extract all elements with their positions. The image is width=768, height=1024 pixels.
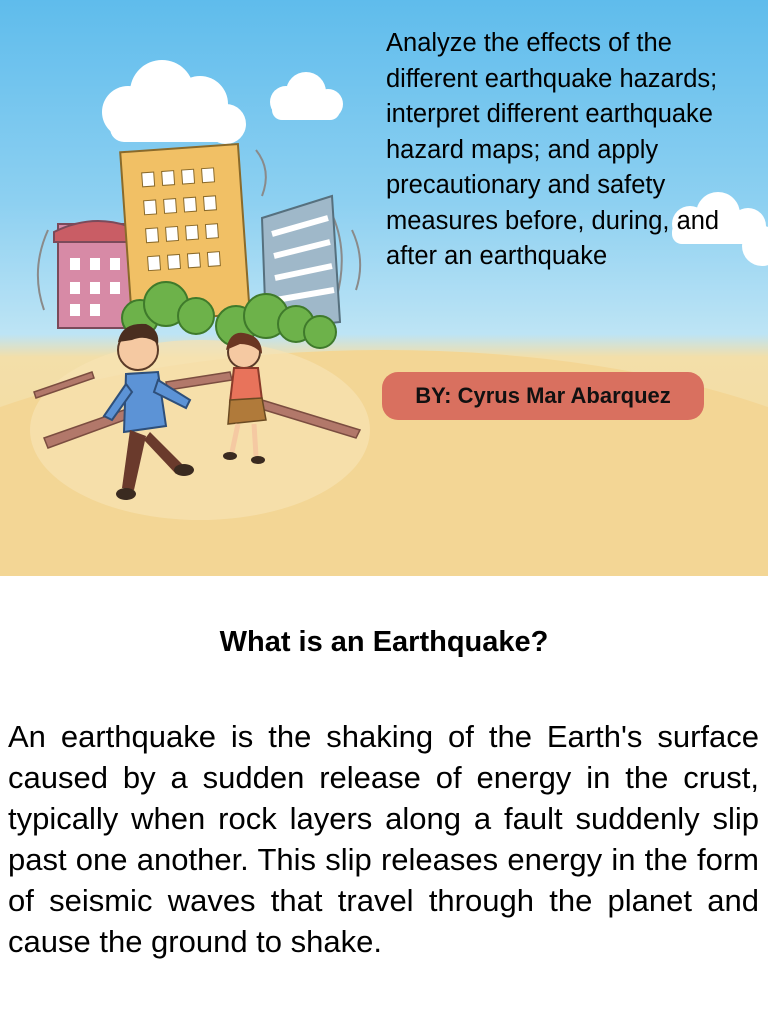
author-badge: BY: Cyrus Mar Abarquez [382,372,704,420]
section-heading: What is an Earthquake? [219,626,549,658]
earthquake-definition: An earthquake is the shaking of the Earth's surface caused by a sudden release of energy in the crust, typically when rock layers along a fault suddenly slip past one another. This slip releases energy in the form of seismic waves that travel through the planet and cause the ground to shake. [8,719,759,959]
learning-objective: Analyze the effects of the different earthquake hazards; interpret different earthquake hazard maps; and apply precautionary and safety measures before, during, and after an earthquake [386,29,720,270]
cloud-left [102,60,246,144]
cloud-small [270,72,343,120]
